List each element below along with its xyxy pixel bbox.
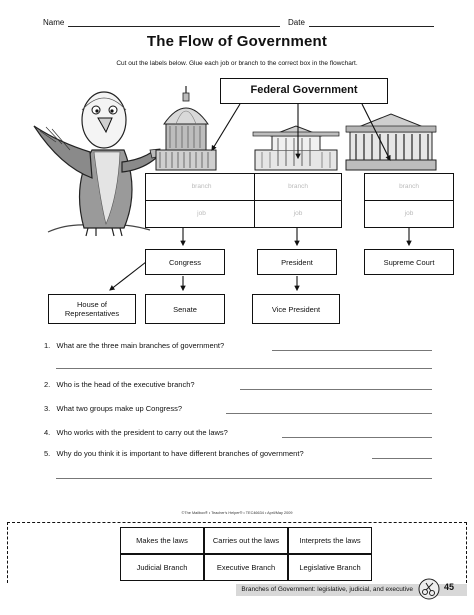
question-text: What are the three main branches of government? — [56, 341, 225, 350]
house-of-representatives-box: House of Representatives — [48, 294, 136, 324]
senate-box: Senate — [145, 294, 225, 324]
branch-paste-box-1[interactable]: branch — [145, 173, 258, 201]
question-3 — [44, 404, 182, 413]
cutout-judicial-branch[interactable]: Judicial Branch — [120, 554, 204, 581]
question-5 — [44, 449, 304, 458]
job-paste-box-1[interactable]: job — [145, 200, 258, 228]
answer-line-1b[interactable] — [56, 368, 432, 369]
question-number: 3. — [44, 404, 51, 413]
credit-line: ©The Mailbox® • Teacher's Helper® • TEC46634 • April/May 2009 — [181, 511, 293, 515]
question-1 — [44, 341, 224, 350]
answer-line-5a[interactable] — [372, 458, 432, 459]
cutout-legislative-branch[interactable]: Legislative Branch — [288, 554, 372, 581]
capitol-illustration — [156, 86, 216, 170]
answer-line-1a[interactable] — [272, 350, 432, 351]
name-label: Name — [43, 18, 65, 27]
question-text: Why do you think it is important to have different branches of government? — [56, 449, 304, 458]
answer-line-3[interactable] — [226, 413, 432, 414]
job-paste-box-3[interactable]: job — [364, 200, 454, 228]
instructions: Cut out the labels below. Glue each job or branch to the correct box in the flowchart. — [116, 60, 358, 67]
page-number: 45 — [444, 582, 455, 592]
question-4 — [44, 428, 228, 437]
question-number: 4. — [44, 428, 51, 437]
president-box: President — [257, 249, 337, 275]
congress-box: Congress — [145, 249, 225, 275]
question-number: 2. — [44, 380, 51, 389]
cut-line-left — [7, 522, 8, 583]
cut-line-right — [466, 522, 467, 583]
question-text: Who is the head of the executive branch? — [56, 380, 195, 389]
eagle-illustration — [34, 92, 160, 236]
vice-president-box: Vice President — [252, 294, 340, 324]
cutout-executive-branch[interactable]: Executive Branch — [204, 554, 288, 581]
supreme-court-box: Supreme Court — [364, 249, 454, 275]
job-paste-box-2[interactable]: job — [254, 200, 342, 228]
answer-line-2[interactable] — [240, 389, 432, 390]
scissors-icon — [418, 578, 440, 600]
branch-paste-box-3[interactable]: branch — [364, 173, 454, 201]
supreme-court-illustration — [346, 114, 436, 170]
question-number: 5. — [44, 449, 51, 458]
federal-government-box: Federal Government — [220, 78, 388, 104]
footer-topic: Branches of Government: legislative, judicial, and executive — [236, 584, 467, 596]
cutout-carries-out-laws[interactable]: Carries out the laws — [204, 527, 288, 554]
cut-line — [7, 522, 467, 523]
question-text: Who works with the president to carry out the laws? — [56, 428, 228, 437]
cutout-makes-laws[interactable]: Makes the laws — [120, 527, 204, 554]
cutout-interprets-laws[interactable]: Interprets the laws — [288, 527, 372, 554]
page-title: The Flow of Government — [146, 33, 328, 50]
question-number: 1. — [44, 341, 51, 350]
white-house-illustration — [253, 126, 339, 170]
branch-paste-box-2[interactable]: branch — [254, 173, 342, 201]
answer-line-5b[interactable] — [56, 478, 432, 479]
date-label: Date — [288, 18, 305, 27]
question-2 — [44, 380, 195, 389]
question-text: What two groups make up Congress? — [56, 404, 183, 413]
answer-line-4[interactable] — [282, 437, 432, 438]
